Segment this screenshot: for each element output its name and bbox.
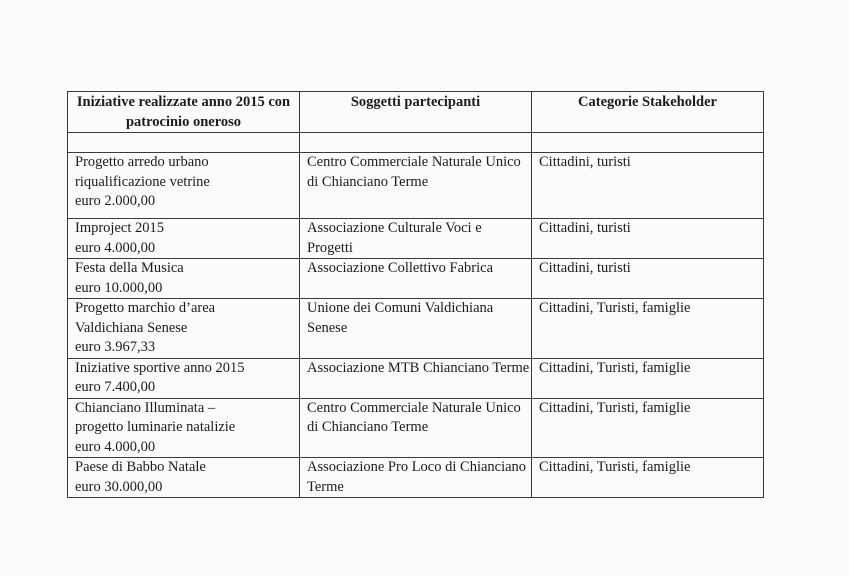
participant-cell: Centro Commerciale Naturale Unico di Chianciano Terme <box>300 398 532 458</box>
empty-row <box>68 133 764 153</box>
initiative-cell: Paese di Babbo Natale euro 30.000,00 <box>68 458 300 498</box>
participant-cell: Associazione Collettivo Fabrica <box>300 259 532 299</box>
participant-cell: Unione dei Comuni Valdichiana Senese <box>300 299 532 359</box>
header-participants: Soggetti partecipanti <box>300 92 532 133</box>
table-row <box>68 259 764 299</box>
empty-cell <box>300 133 532 153</box>
table-row <box>68 299 764 359</box>
participant-cell: Associazione Pro Loco di Chianciano Terme <box>300 458 532 498</box>
initiative-cell: Festa della Musica euro 10.000,00 <box>68 259 300 299</box>
empty-cell <box>68 133 300 153</box>
stakeholder-cell: Cittadini, turisti <box>532 259 764 299</box>
header-stakeholders: Categorie Stakeholder <box>532 92 764 133</box>
table-row <box>68 153 764 219</box>
initiative-cell: Progetto marchio d’area Valdichiana Senese euro 3.967,33 <box>68 299 300 359</box>
initiative-cell: Improject 2015 euro 4.000,00 <box>68 219 300 259</box>
participant-cell: Associazione Culturale Voci e Progetti <box>300 219 532 259</box>
table-row <box>68 398 764 458</box>
stakeholder-cell: Cittadini, Turisti, famiglie <box>532 398 764 458</box>
stakeholder-cell: Cittadini, Turisti, famiglie <box>532 458 764 498</box>
table-row <box>68 219 764 259</box>
stakeholder-cell: Cittadini, turisti <box>532 153 764 219</box>
stakeholder-cell: Cittadini, Turisti, famiglie <box>532 299 764 359</box>
empty-cell <box>532 133 764 153</box>
initiative-cell: Iniziative sportive anno 2015 euro 7.400,00 <box>68 358 300 398</box>
header-initiatives: Iniziative realizzate anno 2015 con patrocinio oneroso <box>68 92 300 133</box>
initiative-cell: Chianciano Illuminata – progetto luminarie natalizie euro 4.000,00 <box>68 398 300 458</box>
stakeholder-cell: Cittadini, turisti <box>532 219 764 259</box>
initiatives-table <box>67 91 764 498</box>
initiative-cell: Progetto arredo urbano riqualificazione vetrine euro 2.000,00 <box>68 153 300 219</box>
table-row <box>68 458 764 498</box>
participant-cell: Centro Commerciale Naturale Unico di Chianciano Terme <box>300 153 532 219</box>
stakeholder-cell: Cittadini, Turisti, famiglie <box>532 358 764 398</box>
table-row <box>68 358 764 398</box>
participant-cell: Associazione MTB Chianciano Terme <box>300 358 532 398</box>
header-row <box>68 92 764 133</box>
